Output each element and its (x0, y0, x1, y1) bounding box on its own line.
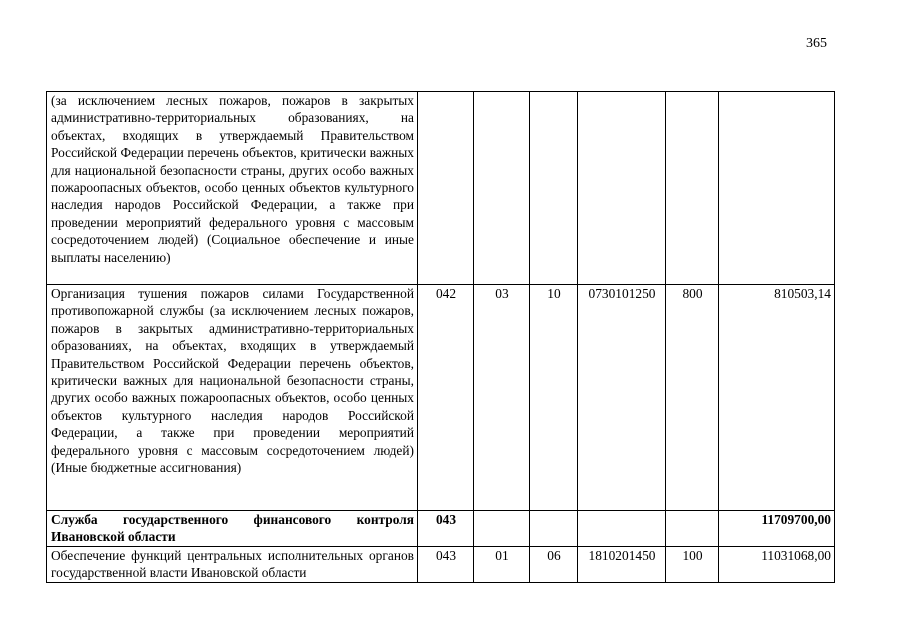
section-code: 03 (474, 285, 530, 511)
expense-type-code: 100 (666, 546, 719, 582)
table-row (47, 546, 835, 582)
budget-table (46, 91, 835, 583)
target-article-code: 1810201450 (578, 546, 666, 582)
amount (719, 92, 835, 285)
subsection-code (530, 511, 578, 547)
expense-description: Организация тушения пожаров силами Государственной противопожарной службы (за исключением лесных пожаров, пожаров в закрытых административно-территориальных образованиях, на объектах, входящих в утверждаемый Правительством Российской Федерации перечень объектов, критически важных для национальной безопасности страны, других особо важных пожароопасных объектов, особо ценных объектов культурного наследия народов Российской Федерации, а также при проведении мероприятий федерального уровня с массовым сосредоточением людей) (Иные бюджетные ассигнования) (47, 285, 418, 511)
target-article-code (578, 92, 666, 285)
page-number: 365 (806, 36, 827, 51)
subsection-code: 06 (530, 546, 578, 582)
amount: 11031068,00 (719, 546, 835, 582)
subsection-code: 10 (530, 285, 578, 511)
target-article-code (578, 511, 666, 547)
table-row (47, 511, 835, 547)
ministry-code (418, 92, 474, 285)
expense-type-code: 800 (666, 285, 719, 511)
section-code (474, 511, 530, 547)
table-row (47, 285, 835, 511)
subsection-code (530, 92, 578, 285)
expense-description: (за исключением лесных пожаров, пожаров в закрытых административно-территориальных образованиях, на объектах, входящих в утверждаемый Правительством Российской Федерации перечень объектов, критически важных для национальной безопасности страны, других особо важных пожароопасных объектов, особо ценных объектов культурного наследия народов Российской Федерации, а также при проведении мероприятий федерального уровня с массовым сосредоточением людей) (Социальное обеспечение и иные выплаты населению) (47, 92, 418, 285)
ministry-code: 043 (418, 511, 474, 547)
ministry-code: 042 (418, 285, 474, 511)
expense-description: Служба государственного финансового контроля Ивановской области (47, 511, 418, 547)
amount: 11709700,00 (719, 511, 835, 547)
expense-description: Обеспечение функций центральных исполнительных органов государственной власти Ивановской области (47, 546, 418, 582)
target-article-code: 0730101250 (578, 285, 666, 511)
section-code: 01 (474, 546, 530, 582)
amount: 810503,14 (719, 285, 835, 511)
table-row (47, 92, 835, 285)
section-code (474, 92, 530, 285)
expense-type-code (666, 92, 719, 285)
expense-type-code (666, 511, 719, 547)
ministry-code: 043 (418, 546, 474, 582)
